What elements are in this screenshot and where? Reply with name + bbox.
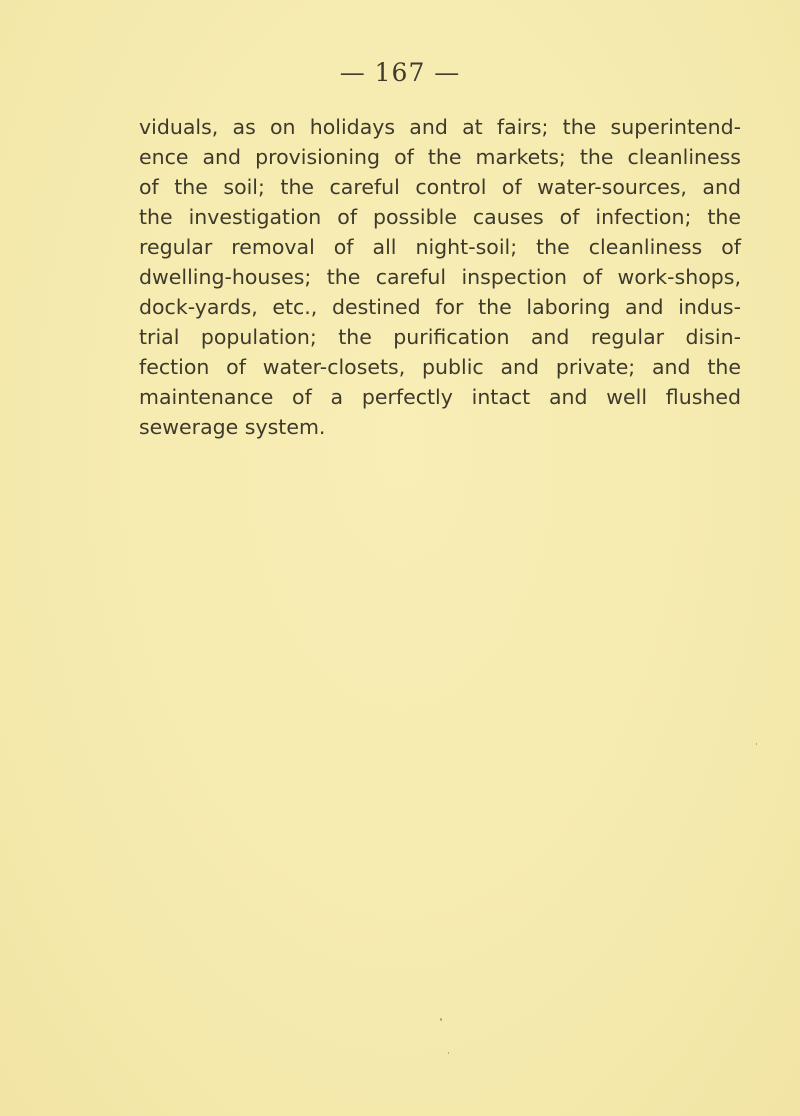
text-line: sewerage system. xyxy=(139,415,326,439)
text-line: dwelling-houses; the careful inspection of work-shops, xyxy=(139,265,741,289)
text-line: maintenance of a perfectly intact and well flushed xyxy=(139,385,741,409)
paper-speck xyxy=(756,743,757,745)
text-line: of the soil; the careful control of water-sources, and xyxy=(139,175,741,199)
text-line: fection of water-closets, public and private; and the xyxy=(139,355,741,379)
text-line: dock-yards, etc., destined for the laboring and indus- xyxy=(139,295,741,319)
paper-speck xyxy=(440,1018,442,1021)
text-line: viduals, as on holidays and at fairs; the superintend- xyxy=(139,115,741,139)
text-line: trial population; the purification and regular disin- xyxy=(139,325,741,349)
body-paragraph xyxy=(139,112,741,442)
text-line: regular removal of all night-soil; the cleanliness of xyxy=(139,235,741,259)
page-number: — 167 — xyxy=(339,58,461,87)
text-line: the investigation of possible causes of infection; the xyxy=(139,205,741,229)
paper-speck xyxy=(448,1052,449,1054)
text-line: ence and provisioning of the markets; the cleanliness xyxy=(139,145,741,169)
